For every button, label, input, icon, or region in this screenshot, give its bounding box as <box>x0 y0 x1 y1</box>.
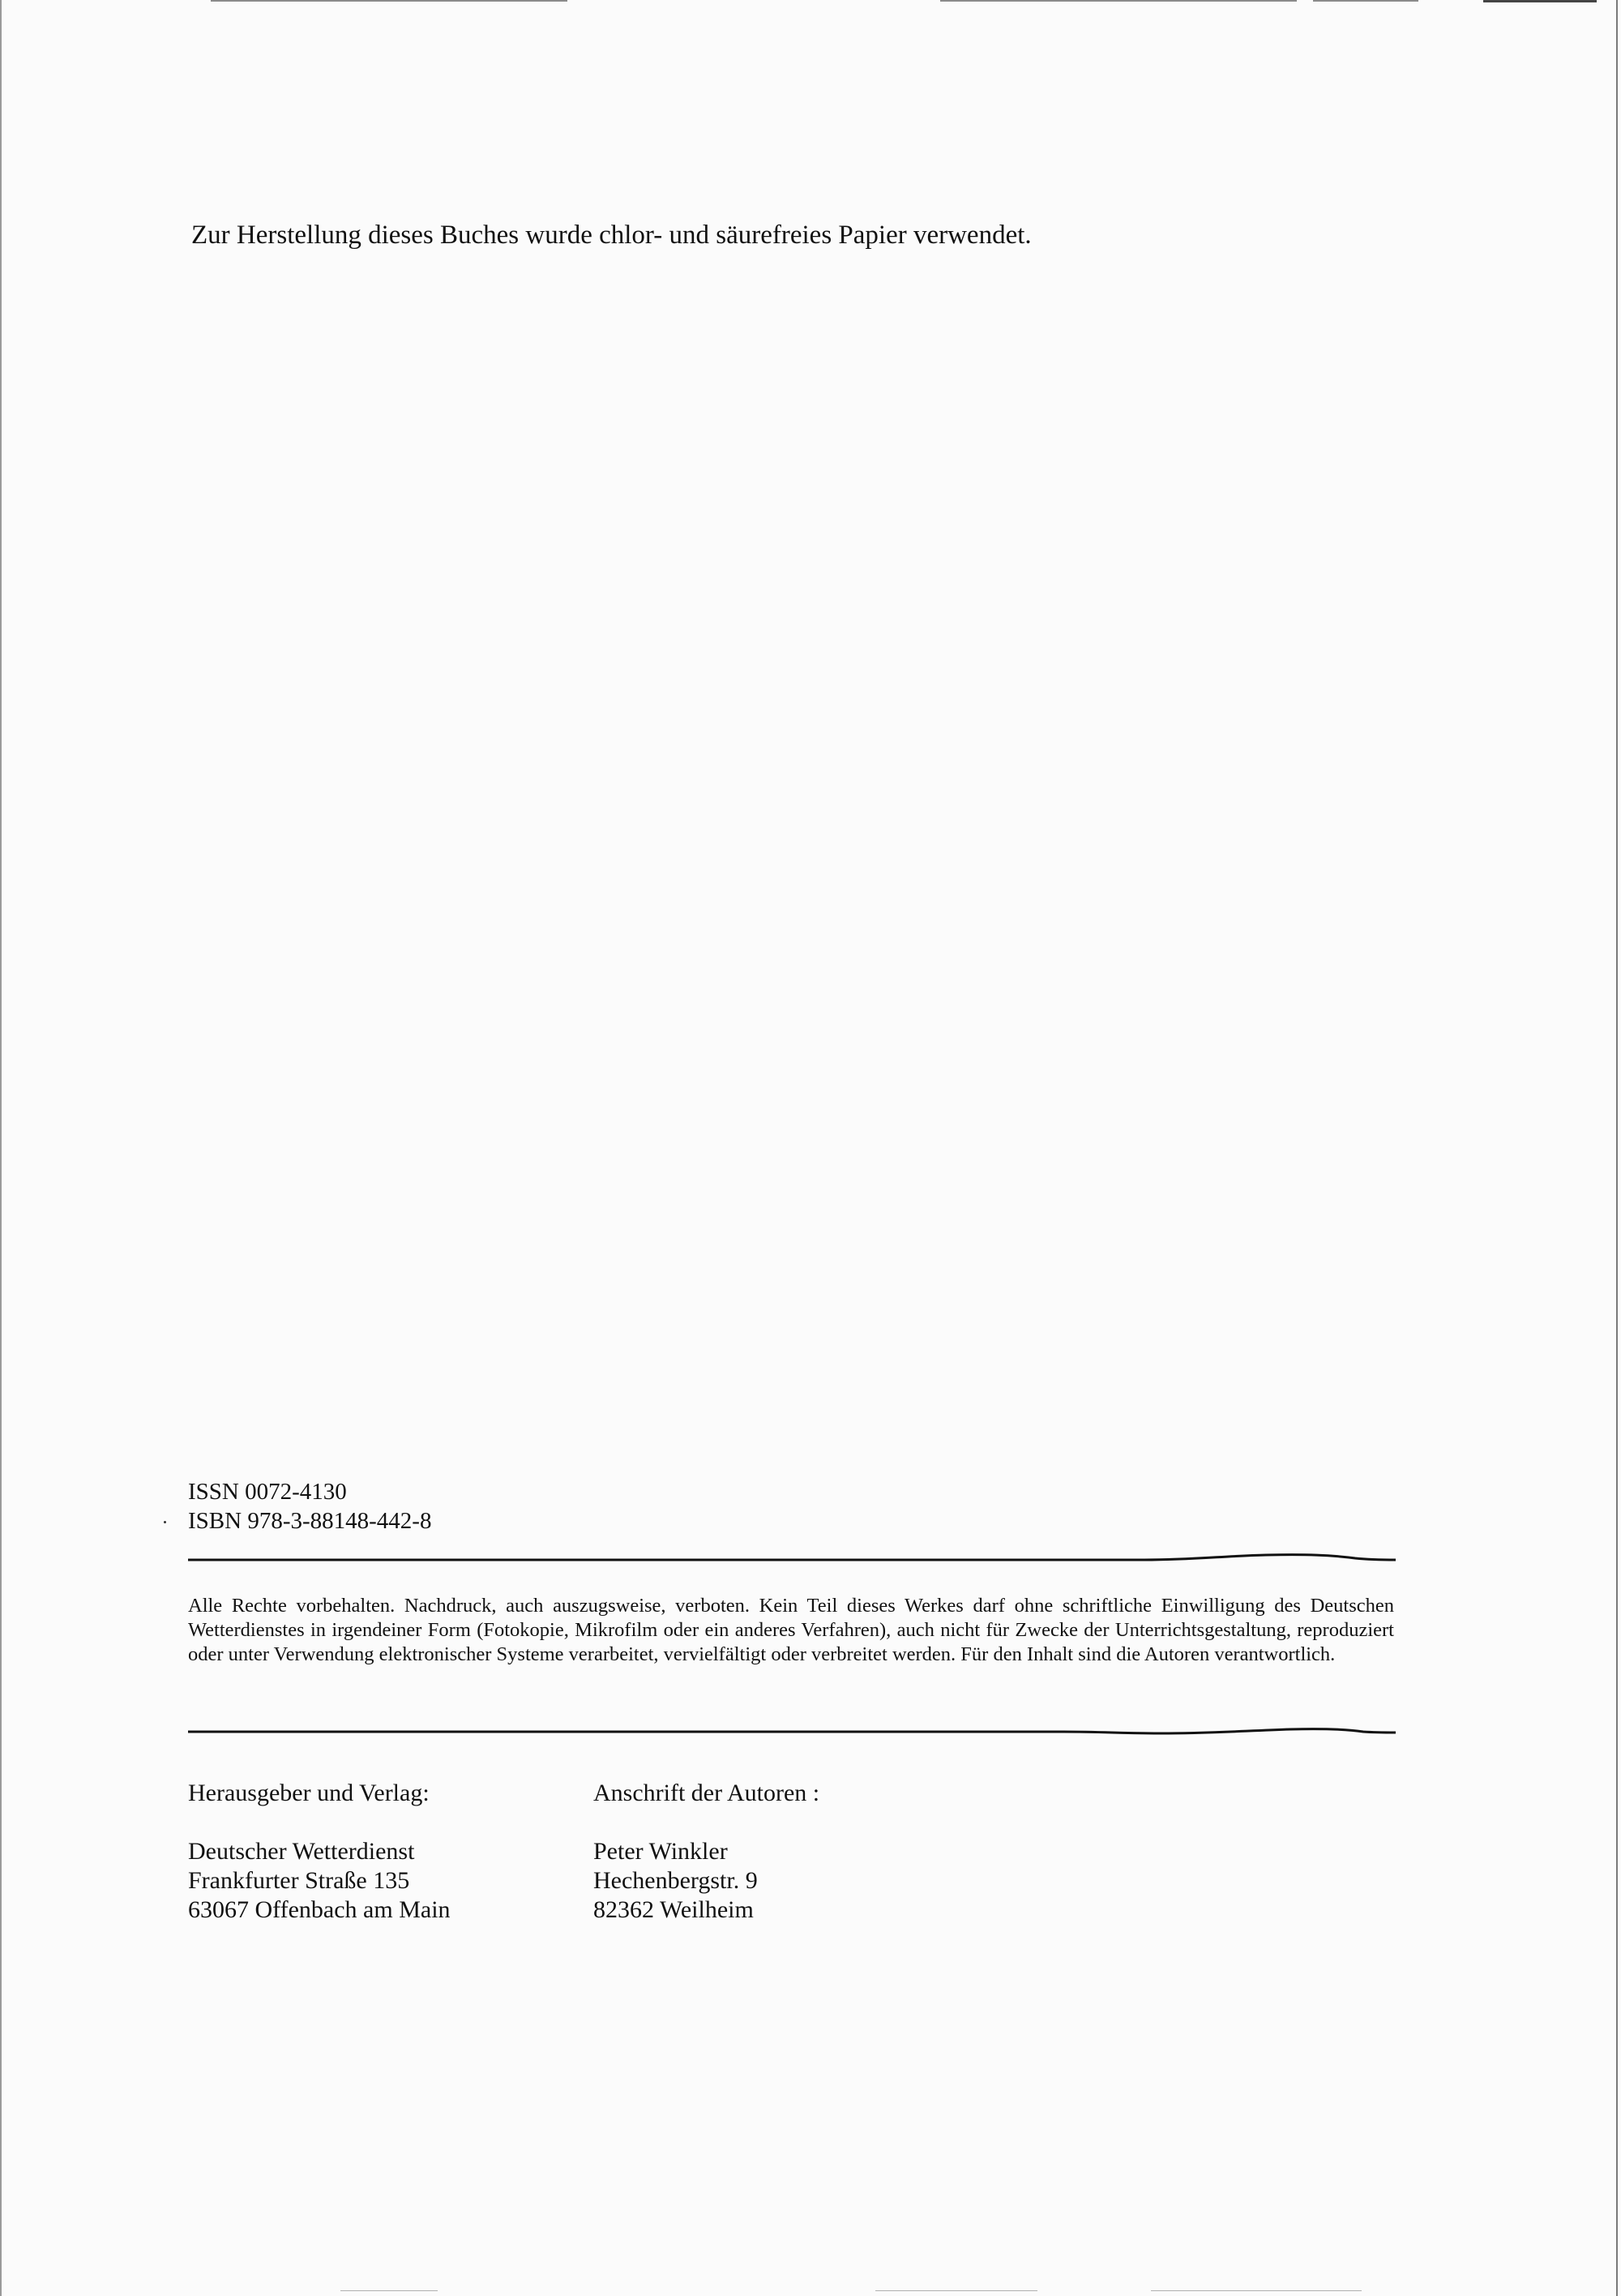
publisher-city: 63067 Offenbach am Main <box>188 1896 451 1923</box>
divider-rule-top <box>188 1552 1396 1563</box>
paper-note: Zur Herstellung dieses Buches wurde chlor- und säurefreies Papier verwendet. <box>191 221 1032 250</box>
rights-notice: Alle Rechte vorbehalten. Nachdruck, auch auszugsweise, verboten. Kein Teil dieses Werkes darf ohne schriftliche Einwilligung des Deutschen Wetterdienstes in irgendeiner Form (Fotokopie, Mikrofilm oder ein anderes Verfahren), auch nicht für Zwecke der Unterrichtsgestaltung, reproduziert oder unter Verwendung elektronischer Systeme verarbeitet, vervielfältigt oder verbreitet werden. Für den Inhalt sind die Autoren verantwortlich. <box>188 1595 1394 1665</box>
authors-address-block <box>593 1779 819 1925</box>
issn-number: ISSN 0072-4130 <box>188 1479 347 1505</box>
publisher-heading: Herausgeber und Verlag: <box>188 1780 430 1806</box>
scan-edge-left <box>0 0 2 2296</box>
authors-address-heading: Anschrift der Autoren : <box>593 1780 820 1806</box>
scan-edge-bottom <box>0 2290 1621 2296</box>
publisher-name: Deutscher Wetterdienst <box>188 1838 415 1865</box>
scan-speck <box>164 1521 166 1523</box>
identifiers-block <box>188 1477 431 1536</box>
author-name: Peter Winkler <box>593 1838 728 1865</box>
isbn-number: ISBN 978-3-88148-442-8 <box>188 1508 432 1534</box>
author-street: Hechenbergstr. 9 <box>593 1867 758 1894</box>
divider-rule-bottom <box>188 1725 1396 1737</box>
publisher-street: Frankfurter Straße 135 <box>188 1867 410 1894</box>
scan-edge-top <box>0 0 1621 5</box>
scan-edge-right <box>1616 0 1618 2296</box>
publisher-block <box>188 1779 451 1925</box>
author-city: 82362 Weilheim <box>593 1896 754 1923</box>
